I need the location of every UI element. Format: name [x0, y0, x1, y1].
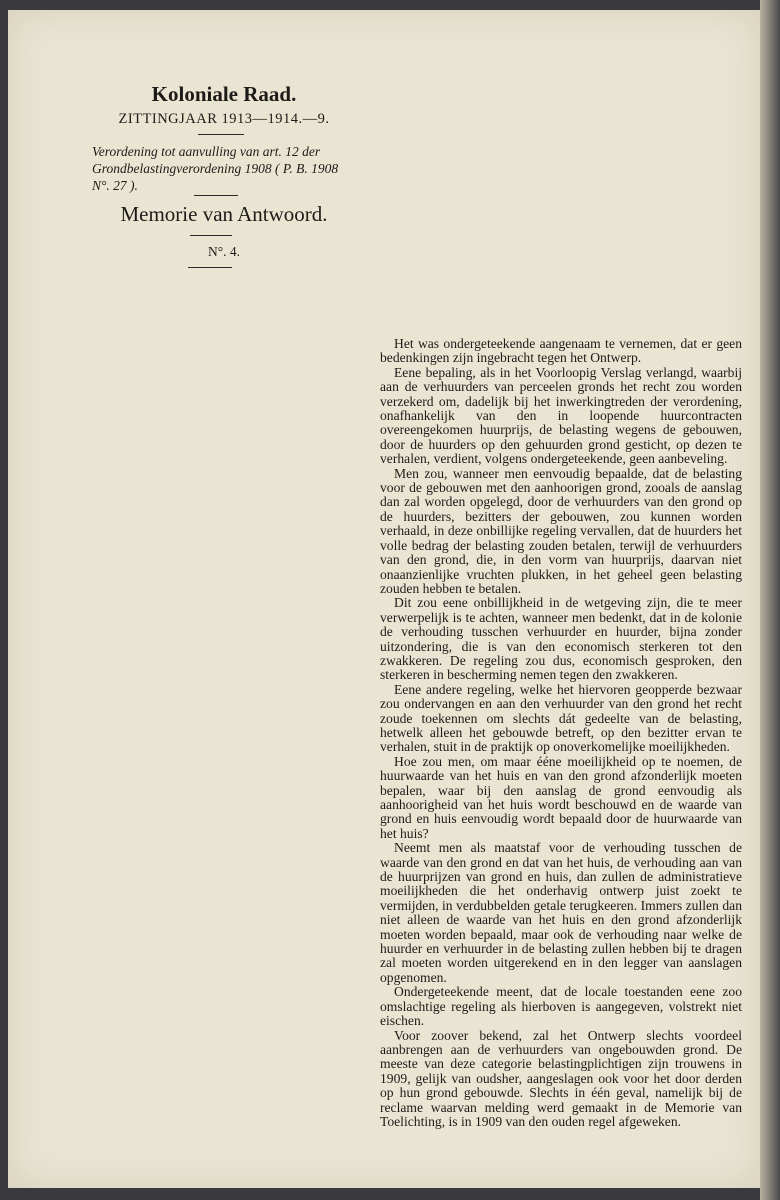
divider — [190, 235, 232, 236]
paragraph: Het was ondergeteekende aangenaam te vernemen, dat er geen bedenkingen zijn ingebracht tegen het Ontwerp. — [380, 336, 742, 366]
divider — [194, 195, 238, 196]
page-edge-shadow — [760, 0, 780, 1200]
page-title: Koloniale Raad. — [151, 82, 297, 106]
document-type-heading: Memorie van Antwoord. — [120, 202, 328, 226]
paragraph: Neemt men als maatstaf voor de verhouding tusschen de waarde van den grond en dat van het huis, de verhouding aan van de huurprijzen van grond en huis, dan zullen de administratieve moeilijkheden die het onderhavig ontwerp juist zoekt te vermijden, in verdubbelden getale terugkeeren. Immers zullen dan niet alleen de waarde van het huis en den grond afzonderlijk moeten worden bepaald, maar ook de verhouding naar welke de huurder en verhuurder in de belasting zullen hebben bij te dragen zal moeten worden uitgerekend en in den legger van aanslagen opgenomen. — [380, 840, 742, 985]
ordinance-description: Verordening tot aanvulling van art. 12 der Grondbelastingverordening 1908 ( P. B. 1908 N°. 27 ). — [92, 144, 339, 193]
paragraph: Eene bepaling, als in het Voorloopig Verslag verlangd, waarbij aan de verhuurders van perceelen gronds het recht zou worden verzekerd om, dadelijk bij het inwerkingtreden der verordening, onafhankelijk van den in loopende huurcontracten overeengekomen huurprijs, de belasting wegens de gebouwen, door de huurders op den gehuurden grond gesticht, op dezen te verhalen, verdient, volgens ondergeteekende, geen aanbeveling. — [380, 364, 742, 467]
document-number: N°. 4. — [207, 244, 241, 259]
paragraph: Hoe zou men, om maar ééne moeilijkheid op te noemen, de huurwaarde van het huis en van den grond afzonderlijk moeten bepalen, waar bij den aanslag de grond eenvoudig als aanhoorigheid van het huis wordt beschouwd en de waarde van grond en huis eenvoudig wordt bepaald door de huurwaarde van het huis? — [380, 753, 742, 841]
paragraph: Voor zoover bekend, zal het Ontwerp slechts voordeel aanbrengen aan de verhuurders van ongebouwden grond. De meeste van deze categorie belastingplichtigen zijn trouwens in 1909, gelijk van oudsher, aangeslagen ook voor het door derden op hun grond gebouwde. Slechts in één geval, namelijk bij de reclame waarvan melding werd gemaakt in de Memorie van Toelichting, is in 1909 van den ouden regel afgeweken. — [380, 1027, 742, 1129]
paragraph: Men zou, wanneer men eenvoudig bepaalde, dat de belasting voor de gebouwen met den aanhoorigen grond, zooals de aanslag dan zal worden opgelegd, door de verhuurders van den grond op de huurders, bezitters der gebouwen, zou kunnen worden verhaald, in deze onbillijke regeling vervallen, dat de huurders het volle bedrag der belasting zouden betalen, terwijl de verhuurders van den grond, die, in den vorm van huurprijs, daarvan niet onaanzienlijke vruchten plukken, in het geheel geen belasting zouden hebben te betalen. — [380, 465, 742, 596]
document-page — [8, 10, 760, 1188]
paragraph: Ondergeteekende meent, dat de locale toestanden eene zoo omslachtige regeling als hierboven is aangegeven, volstrekt niet eischen. — [380, 984, 742, 1029]
paragraph: Dit zou eene onbillijkheid in de wetgeving zijn, die te meer verwerpelijk is te achten, wanneer men bedenkt, dat in de kolonie de verhouding tusschen verhuurder en huurder, bijna zonder uitzondering, die is van den economisch sterkeren tot den zwakkeren. De regeling zou dus, economisch gesproken, den sterkeren in bescherming nemen tegen den zwakkeren. — [380, 595, 742, 683]
paragraph: Eene andere regeling, welke het hiervoren geopperde bezwaar zou ondervangen en aan den verhuurder van den grond het recht zoude toekennen om slechts dát gedeelte van de belasting, hetwelk alleen het gebouwde betreft, op den bezitter ervan te verhalen, stuit in de praktijk op onoverkomelijke moeilijkheden. — [380, 681, 742, 755]
divider — [188, 267, 232, 268]
session-year: ZITTINGJAAR 1913—1914.—9. — [118, 111, 330, 127]
divider — [198, 134, 244, 135]
body-text — [380, 337, 742, 1129]
